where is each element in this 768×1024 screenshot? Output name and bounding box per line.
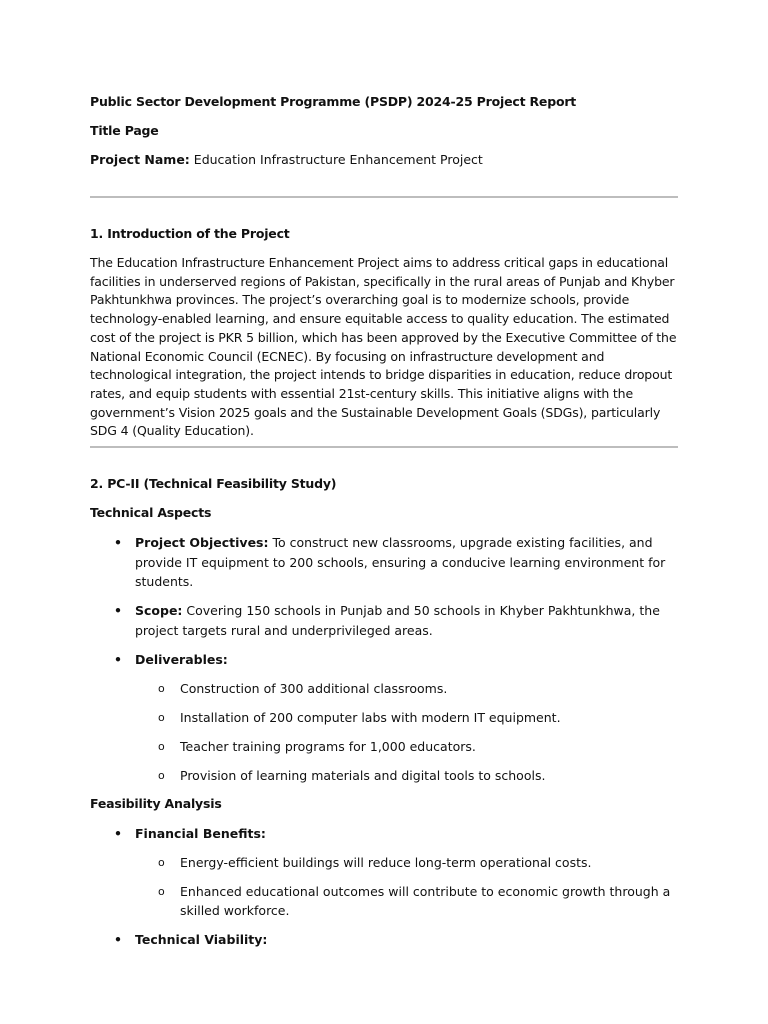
bullet-icon: • [114, 535, 122, 551]
feasibility-analysis-heading: Feasibility Analysis [90, 795, 222, 811]
section-1-paragraph: The Education Infrastructure Enhancement Project aims to address critical gaps in educational facilities in underserved regions of Pakistan, specifically in the rural areas of Punjab and Khyber Pakhtunkhwa provinces. The project’s overarching goal is to modernize schools, provide technology-enabled learning, and ensure equitable access to quality education. The estimated cost of the project is PKR 5 billion, which has been approved by the Executive Committee of the National Economic Council (ECNEC). By focusing on infrastructure development and technological integration, the project intends to bridge disparities in education, reduce dropout rates, and equip students with essential 21st-century skills. This initiative aligns with the government’s Vision 2025 goals and the Sustainable Development Goals (SDGs), particularly SDG 4 (Quality Education). [90, 255, 677, 439]
list-item [90, 650, 678, 670]
deliverable-text: Construction of 300 additional classrooms. [180, 680, 448, 696]
circle-bullet-icon: o [158, 710, 165, 724]
technical-viability-list [90, 930, 678, 950]
financial-benefit-text: Enhanced educational outcomes will contribute to economic growth through a skilled workforce. [180, 883, 671, 919]
financial-benefits-list [90, 853, 678, 921]
circle-bullet-icon: o [158, 768, 165, 782]
financial-benefits-label: Financial Benefits: [135, 825, 266, 841]
deliverable-text: Installation of 200 computer labs with modern IT equipment. [180, 709, 561, 725]
technical-aspects-list [90, 533, 678, 669]
deliverables-list [90, 679, 678, 786]
section-2-heading: 2. PC-II (Technical Feasibility Study) [90, 476, 337, 492]
bullet-icon: • [114, 825, 122, 841]
list-item [90, 533, 678, 592]
technical-viability-label: Technical Viability: [135, 932, 268, 948]
deliverable-text: Teacher training programs for 1,000 educators. [180, 738, 476, 754]
deliverables-label: Deliverables: [135, 651, 228, 667]
list-item [90, 737, 678, 757]
deliverable-text: Provision of learning materials and digital tools to schools. [180, 767, 546, 783]
scope-text: Covering 150 schools in Punjab and 50 schools in Khyber Pakhtunkhwa, the project targets rural and underprivileged areas. [135, 603, 660, 638]
project-name-label: Project Name: [90, 152, 190, 167]
title-page-label: Title Page [90, 123, 159, 138]
bullet-icon: • [114, 603, 122, 619]
list-item [90, 708, 678, 728]
section-1-heading: 1. Introduction of the Project [90, 226, 290, 241]
list-item [90, 679, 678, 699]
circle-bullet-icon: o [158, 884, 165, 898]
objectives-label: Project Objectives: [135, 535, 269, 551]
report-title: Public Sector Development Programme (PSDP) 2024-25 Project Report [90, 94, 577, 109]
list-item [90, 824, 678, 844]
bullet-icon: • [114, 651, 122, 667]
project-name-line [90, 151, 678, 169]
technical-aspects-heading: Technical Aspects [90, 505, 212, 521]
feasibility-list [90, 824, 678, 844]
bullet-icon: • [114, 932, 122, 948]
financial-benefit-text: Energy-efficient buildings will reduce long-term operational costs. [180, 854, 592, 870]
circle-bullet-icon: o [158, 739, 165, 753]
circle-bullet-icon: o [158, 855, 165, 869]
list-item [90, 882, 678, 921]
document-page [90, 93, 678, 959]
list-item [90, 930, 678, 950]
list-item [90, 853, 678, 873]
list-item [90, 766, 678, 786]
list-item [90, 601, 678, 640]
scope-label: Scope: [135, 603, 183, 619]
circle-bullet-icon: o [158, 681, 165, 695]
objectives-text: To construct new classrooms, upgrade existing facilities, and provide IT equipment to 200 schools, ensuring a conducive learning environment for students. [135, 535, 666, 590]
project-name-value: Education Infrastructure Enhancement Project [193, 152, 483, 167]
